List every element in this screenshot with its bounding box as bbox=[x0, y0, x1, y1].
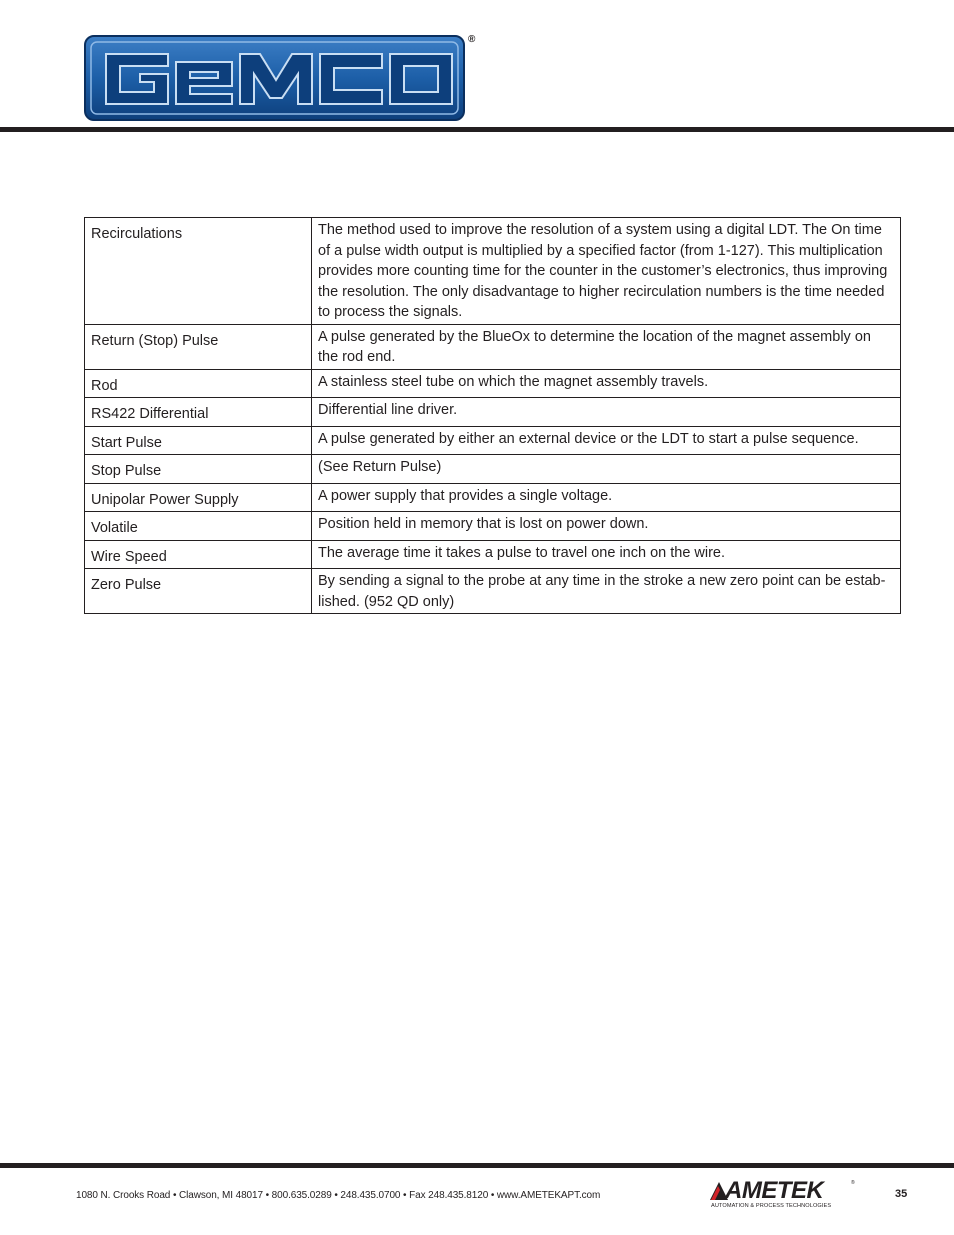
table-row bbox=[85, 540, 901, 569]
ametek-trademark: ® bbox=[851, 1180, 855, 1186]
glossary-term: Return (Stop) Pulse bbox=[85, 324, 312, 369]
glossary-term: Wire Speed bbox=[85, 540, 312, 569]
ametek-wordmark: AMETEK bbox=[725, 1177, 824, 1204]
glossary-definition: The method used to improve the resolution of a system using a digital LDT. The On time of a pulse width output is multiplied by a specified factor (from 1-127). This multiplication provides more counting time for the counter in the customer’s electronics, thus improving the resolution. The only disadvantage to higher recirculation numbers is the time needed to process the signals. bbox=[312, 218, 901, 325]
glossary-definition: Position held in memory that is lost on power down. bbox=[312, 512, 901, 541]
ametek-logo bbox=[709, 1178, 859, 1212]
table-row bbox=[85, 512, 901, 541]
glossary-term: Stop Pulse bbox=[85, 455, 312, 484]
registered-trademark-mark: ® bbox=[468, 34, 476, 45]
table-row bbox=[85, 455, 901, 484]
gemco-logo bbox=[84, 34, 479, 124]
header-divider bbox=[0, 127, 954, 132]
glossary-definition: A pulse generated by the BlueOx to determine the location of the magnet assembly on the rod end. bbox=[312, 324, 901, 369]
glossary-term: Recirculations bbox=[85, 218, 312, 325]
page-number: 35 bbox=[895, 1188, 908, 1200]
footer-address: 1080 N. Crooks Road • Clawson, MI 48017 • 800.635.0289 • 248.435.0700 • Fax 248.435.8120 • www.AMETEKAPT.com bbox=[76, 1190, 601, 1201]
glossary-term: Start Pulse bbox=[85, 426, 312, 455]
table-row bbox=[85, 483, 901, 512]
glossary-term: Unipolar Power Supply bbox=[85, 483, 312, 512]
table-row bbox=[85, 426, 901, 455]
glossary-definition: A power supply that provides a single voltage. bbox=[312, 483, 901, 512]
table-row bbox=[85, 369, 901, 398]
glossary-term: Zero Pulse bbox=[85, 569, 312, 614]
glossary-table bbox=[84, 217, 901, 614]
glossary-definition: A pulse generated by either an external device or the LDT to start a pulse sequence. bbox=[312, 426, 901, 455]
glossary-definition: A stainless steel tube on which the magnet assembly travels. bbox=[312, 369, 901, 398]
table-row bbox=[85, 569, 901, 614]
glossary-definition: (See Return Pulse) bbox=[312, 455, 901, 484]
table-row bbox=[85, 398, 901, 427]
table-row bbox=[85, 324, 901, 369]
table-row bbox=[85, 218, 901, 325]
glossary-term: Rod bbox=[85, 369, 312, 398]
footer-divider bbox=[0, 1163, 954, 1168]
glossary-term: RS422 Differential bbox=[85, 398, 312, 427]
glossary-term: Volatile bbox=[85, 512, 312, 541]
glossary-definition: The average time it takes a pulse to travel one inch on the wire. bbox=[312, 540, 901, 569]
ametek-tagline: AUTOMATION & PROCESS TECHNOLOGIES bbox=[711, 1203, 832, 1209]
glossary-definition: Differential line driver. bbox=[312, 398, 901, 427]
glossary-definition: By sending a signal to the probe at any time in the stroke a new zero point can be established. (952 QD only) bbox=[312, 569, 901, 614]
